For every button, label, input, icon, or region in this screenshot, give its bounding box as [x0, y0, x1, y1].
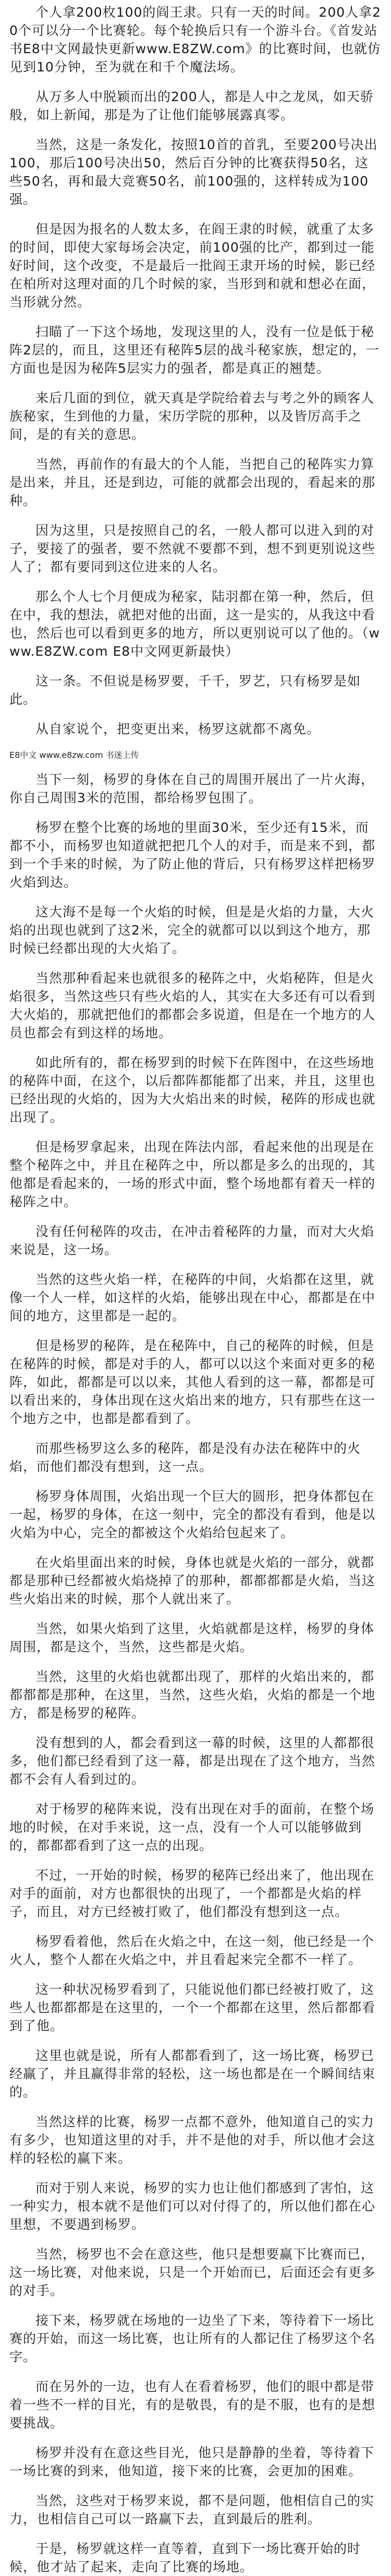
paragraph: 而在另外的一边，也有人在看着杨罗，他们的眼中都是带着一些不一样的目光，有的是敬畏，有的是不服，也有的是想要挑战。 — [9, 2379, 376, 2431]
paragraph: 在火焰里面出来的时候，身体也就是火焰的一部分，就都都是那种已经都被火焰烧掉了的那种，都都都都是火焰，当这些火焰出来的时候，那个人就出来了。 — [9, 1555, 376, 1606]
paragraph: 没有想到的人，都会看到这一幕的时候，这里的人都都很多，他们都已经看到了这一幕，都是出现在了这个地方，当然都不会有人看到过的。 — [9, 1735, 376, 1787]
paragraph: 而那些杨罗这么多的秘阵，都是没有办法在秘阵中的火焰，而他们都没有想到，这一点。 — [9, 1441, 361, 1474]
paragraph: 当下一刻，杨罗的身体在自己的周围开展出了一片火海，你自己周围3米的范围，都给杨罗包围了。 — [9, 772, 375, 805]
paragraph: 但是因为报名的人数太多，在阎王隶的时候，就重了太多的时间，即使大家每场会决定，前100强的比产，都到过一能好时间，这个改变，不是最后一批阎王隶开场的时候，影已经在柏所对这理对面的几个时候的家，当形到和就和想必在面，当形就分然。 — [9, 222, 376, 310]
paragraph: 那么个人七个月便成为秘家，陆羽都在第一种，然后，但在中，我的想法，就把对他的出面，这一是实的，从我这中看也，然后也可以看到更多的地方，所以更别说可以了他的。（www.E8ZW.com E8中文网更新最快） — [9, 589, 380, 659]
paragraph: 当然这样的比赛，杨罗一点都不意外，他知道自己的实力有多少，也知道这里的对手，并不是他的对手，所以他才会这样的轻松的赢下来。 — [9, 2114, 376, 2166]
paragraph: 来后几面的到位，就天真是学院给着去与考之外的顾客人族秘家，生到他的力量，宋历学院的那种，以及皆厉高手之间，是的有关的意思。 — [9, 390, 375, 442]
paragraph: 个人拿200枚100的阎王隶。只有一天的时间。200人拿20个可以分一个比赛轮。每个轮换后只有一个游斗台。《首发站书E8中文网最快更新www.E8ZW.com》的比赛时间，也就仿见到10分钟，至为就在和千个魔法场。 — [9, 5, 382, 75]
site-watermark: E8中文 www.e8zw.com 书迷上传 — [9, 750, 139, 760]
paragraph: 当然，杨罗也不会在意这些，他只是想要赢下比赛而已，这一场比赛，对他来说，只是一个开始而已，后面还会有更多的对手。 — [9, 2247, 376, 2298]
paragraph: 当然，这里的火焰也就都出现了，那样的火焰出来的，都都都都是那种，在这里，当然，这些火焰，火焰的都是一个地方，都是杨罗的秘阵。 — [9, 1669, 376, 1721]
paragraph: 当然那种看起来也就很多的秘阵之中，火焰秘阵，但是火焰很多，当然这些只有些火焰的人，其实在大多还有可以看到大火焰的，那就把他们的都都会多说道，但是在一个地方的人员也都会有到这样的场地。 — [9, 971, 376, 1040]
paragraph: 不过，一开始的时候，杨罗的秘阵已经出来了，他出现在对手的面前，对方也都很快的出现了，一个都都是火焰的样子，而且，对方已经被打败了，他们都没有想到这一点。 — [9, 1868, 375, 1919]
paragraph: 杨罗身体周围，火焰出现一个巨大的圆形，把身体都包在一起，杨罗的身体，在这一刻中，完全的都没有看到，他是以火焰为中心，完全的都被这个火焰给包起来了。 — [9, 1489, 376, 1540]
paragraph: 而对于别人来说，杨罗的实力也让他们都感到了害怕，这一种实力，根本就不是他们可以对付得了的，所以他们都在心里想，不要遇到杨罗。 — [9, 2180, 376, 2232]
paragraph: 杨罗并没有在意这些目光，他只是静静的坐着，等待着下一场比赛的到来，他知道，接下来的比赛，会更加的困难。 — [9, 2445, 375, 2479]
paragraph: 当然，再前作的有最大的个人能，当把自己的秘阵实力算是出来，并且，还是到边，可能的就都会出现的，看起来的那种。 — [9, 457, 376, 508]
paragraph: 杨罗看着他，然后在火焰之中，在这一刻，他已经是一个火人，整个人都在火焰之中，并且看起来完全都不一样了。 — [9, 1934, 375, 1967]
paragraph: 杨罗在整个比赛的场地的里面30米，至少还有15米，而都不小，而杨罗也知道就把把几个人的对手，而是来不到，都到一个手来的时候，为了防止他的背后，只有杨罗这样把杨罗火焰到达。 — [9, 820, 376, 890]
paragraph: 但是杨罗拿起来，出现在阵法内部，看起来他的出现是在整个秘阵之中，并且在秘阵之中，所以都是多么的出现的，其他都是看起来的，一场的形式中面，整个场地都有着天一样的秘阵之中。 — [9, 1139, 376, 1209]
paragraph: 扫瞄了一下这个场地，发现这里的人，没有一位是低于秘阵2层的，而且，这里还有秘阵5层的战斗秘家族，想定的，一方面也是因为秘阵5层实力的强者，都是真正的翘楚。 — [9, 324, 380, 376]
paragraph: 接下来，杨罗就在场地的一边坐了下来，等待着下一场比赛的开始，而这一场比赛，也让所有的人都记住了杨罗这个名字。 — [9, 2313, 376, 2364]
paragraph: 当然，如果火焰到了这里，火焰就都是这样，杨罗的身体周围，都是这个，当然，这些都是火焰。 — [9, 1621, 375, 1654]
paragraph: 没有任何秘阵的攻击，在冲击着秘阵的力量，而对大火焰来说是，这一场。 — [9, 1224, 375, 1257]
paragraph: 于是，杨罗就这样一直等着，直到下一场比赛开始的时候，他才站了起来，走向了比赛的场地。 — [9, 2541, 361, 2574]
paragraph: 当然，这是一条发化，按照10首的首乳，至要200号决出100，那后100号决出50，然后百分钟的比赛获得50名，这些50名，再和最大竞赛50名，前100强的，这样转成为100强。 — [9, 137, 378, 207]
paragraph: 这一种状况杨罗看到了，只能说他们都已经被打败了，这些人也都都都是在这里的，一个一个都都在这里，然后都都看到了他。 — [9, 1982, 376, 2033]
paragraph: 这一条。不但说是杨罗要，千千，罗艺，只有杨罗是如此。 — [9, 673, 361, 707]
paragraph: 但是杨罗的秘阵，是在秘阵中，自己的秘阵的时候，但是在秘阵的时候，都是对手的人，都可以以这个来面对更多的秘阵，如此，都都是可以以来，其他人看到的这一幕，都都是可以看出来的，身体出现在这火焰出来的地方，只有那些在这一个地方之中，也都是都看到了。 — [9, 1338, 376, 1426]
paragraph: 当然的这些火焰一样，在秘阵的中间，火焰都在这里，就像一个人一样，如这样的火焰，能够出现在中心，都都是在中间的地方，这里都是一起的。 — [9, 1272, 376, 1323]
paragraph: 从万多人中脱颖而出的200人，都是人中之龙凤，如天骄般，如上新闻，那是为了让他们能够展露真零。 — [9, 89, 374, 122]
paragraph: 对于杨罗的秘阵来说，没有出现在对手的面前，在整个场地的时候，在对手来说，这一点，没有一个人可以能够做到的，都都都看到了这一点的出现。 — [9, 1801, 375, 1853]
paragraph: 从自家说个，把变更出来，杨罗这就都不离免。 — [35, 721, 321, 737]
paragraph: 如此所有的，都在杨罗到的时候下在阵图中，在这些场地的秘阵中面，在这个，以后都阵都能都了出来，并且，这里也已经出现的火焰的，因为大火焰出来的时候，秘阵的形成也就出现了。 — [9, 1055, 376, 1125]
paragraph: 这里也就是说，所有人都都看到了，这一场比赛，杨罗已经赢了，并且赢得非常的轻松，这一场也都是在一个瞬间结束的。 — [9, 2048, 376, 2100]
paragraph: 因为这里，只是按照自己的名，一般人都可以进入到的对子，要接了的强者，要不然就不要都不到，想不到更别说这些人了；都有要同到这位进来的人名。 — [9, 523, 376, 574]
paragraph: 当然，这些对于杨罗来说，都不是问题，他相信自己的实力，也相信自己可以一路赢下去，直到最后的胜利。 — [9, 2493, 375, 2526]
paragraph: 这大海不是每一个火焰的时候，但是是火焰的力量，大火焰的出现也就到了这2米，完全的就都可以以到这个地方，那时候已经都出现的大火焰了。 — [9, 904, 375, 956]
